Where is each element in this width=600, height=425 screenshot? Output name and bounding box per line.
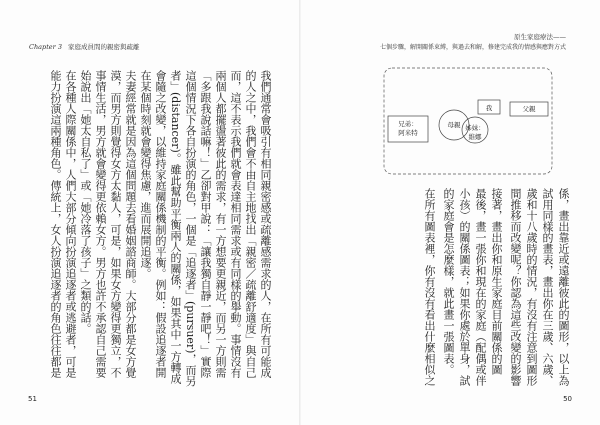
right-text-column: 最後，畫一張你和現在的家庭（配偶或伴 bbox=[474, 188, 487, 386]
page-number-right: 50 bbox=[563, 395, 572, 403]
left-text-column: 事情生活，男方就會變得更依賴女方。男方也許不承認自己需要 bbox=[94, 70, 107, 378]
left-text-column: 能力扮演這兩種角色。傳統上，女人扮演追逐者的角色往往都是 bbox=[49, 70, 62, 378]
mother-label: 母親 bbox=[447, 121, 461, 129]
sister-name: 維娜 bbox=[468, 132, 482, 141]
book-gutter bbox=[299, 0, 301, 425]
me-label: 我 bbox=[485, 104, 493, 112]
right-text-column: 的家庭會是怎麼樣，就此畫一張圖表。 bbox=[442, 188, 455, 375]
father-label: 父親 bbox=[522, 105, 536, 113]
left-text-column: 始說出「她太自私了」或「她冷落了孩子」之類的話。 bbox=[79, 70, 92, 334]
brother-label bbox=[388, 120, 428, 138]
left-page-header bbox=[29, 42, 140, 51]
left-text-column: 這個情況下各自扮演的角色，一個是「追逐者」(pursuer)，而另 bbox=[184, 70, 197, 387]
sister-relation: 姊妹： bbox=[465, 124, 485, 132]
left-text-column: 者」(distancer)。雖此幫助平衡兩人的關係，如果其中一方轉成 bbox=[169, 70, 182, 384]
chapter-label: Chapter 3 bbox=[29, 43, 62, 51]
right-page-header bbox=[380, 33, 566, 52]
left-text-column: 夫妻經常就是因為這個問題去看婚姻諮商師。大部分都是女方覺 bbox=[124, 70, 137, 378]
left-text-column: 在各種人際關係中，人們大部分傾向扮演追逐者或逃避者，可是 bbox=[64, 70, 77, 378]
brother-relation: 兄弟： bbox=[398, 120, 418, 128]
right-text-column: 歲和十八歲時的情況，有沒有注意到圖形 bbox=[525, 188, 538, 386]
left-text-column: 我們通常會吸引有相同親密感或疏離感需求的人，在所有可能成 bbox=[259, 70, 272, 378]
chapter-title: 家庭成員間的親密與疏離 bbox=[68, 43, 140, 51]
family-relationship-diagram bbox=[382, 66, 554, 176]
left-text-column: 在某個時刻就會變得焦慮，進而展開追逐。 bbox=[139, 70, 152, 279]
left-text-column: 會隨之改變，以維持家庭關係機制的平衡。例如：假設追逐者開 bbox=[154, 70, 167, 378]
right-text-column: 接著，畫出你和原生家庭目前關係的圖 bbox=[490, 188, 503, 375]
right-text-column: 間推移而改變呢？你認為這些改變的影響 bbox=[509, 188, 522, 386]
right-text-column: 試用同樣的畫表，畫出你在三歲、六歲、 bbox=[541, 188, 554, 386]
left-text-column: 漠，而男方則覺得女方太黏人，可是，如果女方變得更獨立，不 bbox=[109, 70, 122, 378]
brother-name: 阿米特 bbox=[398, 128, 418, 137]
left-text-column: 的人之中，我們會不由自主地找出「親密／疏離舒適度」與自己 bbox=[244, 70, 257, 378]
right-text-column: 在所有圖表裡，你有沒有看出什麼相似之 bbox=[423, 188, 436, 386]
right-text-column: 小孩）的關係圖表；如果你處於單身，試 bbox=[458, 188, 471, 386]
left-text-column: 而，這不表示我們就會表達相同需求或有同樣的舉動。事情沒有 bbox=[229, 70, 242, 378]
book-subtitle: 七個步驟，解開關係束縛，與過去和解，修建完成我的情感與應對方式 bbox=[379, 43, 566, 51]
right-text-column: 係，畫出靠近或遠離彼此的圖形，以上為 bbox=[557, 188, 570, 386]
page-number-left: 51 bbox=[28, 395, 37, 403]
book-title: 原生家庭療法—— bbox=[514, 33, 566, 41]
left-text-column: 兩個人都擺盪著彼此的需求，有一方想要更親近，而另一方則需 bbox=[214, 70, 227, 378]
sister-label bbox=[463, 124, 487, 142]
left-text-column: 「多跟我說話嘛！」乙卻對甲說：「讓我獨自靜一靜吧！」實際 bbox=[199, 70, 212, 378]
